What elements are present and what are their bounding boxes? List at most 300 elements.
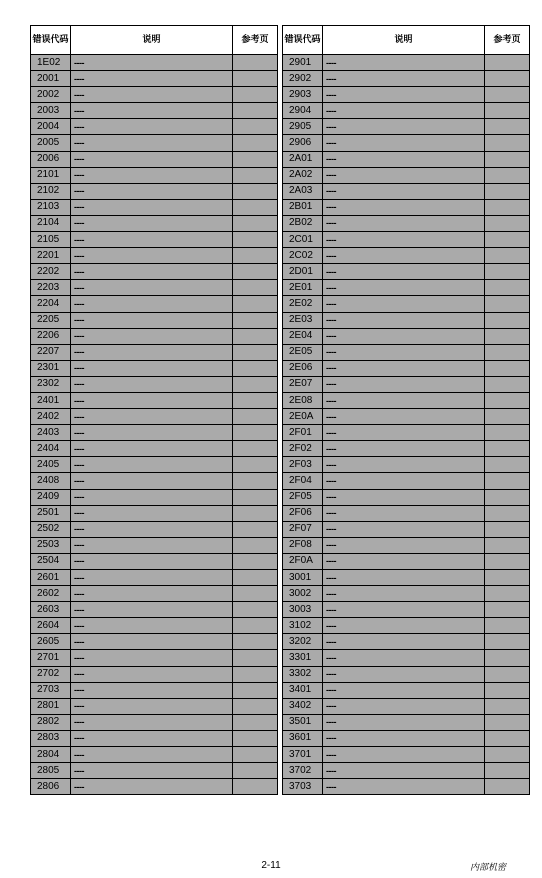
error-code-cell: 2102 (31, 183, 71, 199)
reference-page-cell (485, 505, 530, 521)
table-row (283, 151, 530, 167)
description-cell: ---- (71, 730, 233, 746)
table-row (31, 119, 278, 135)
reference-page-cell (233, 328, 278, 344)
error-code-cell: 2405 (31, 457, 71, 473)
description-cell: ---- (71, 119, 233, 135)
table-row (283, 698, 530, 714)
table-row (31, 618, 278, 634)
reference-page-cell (233, 682, 278, 698)
description-cell: ---- (71, 199, 233, 215)
table-row (283, 666, 530, 682)
reference-page-cell (233, 248, 278, 264)
description-cell: ---- (323, 248, 485, 264)
error-code-cell: 3402 (283, 698, 323, 714)
reference-page-cell (485, 618, 530, 634)
error-code-cell: 3401 (283, 682, 323, 698)
reference-page-cell (485, 87, 530, 103)
table-row (283, 344, 530, 360)
table-row (31, 457, 278, 473)
description-cell: ---- (323, 473, 485, 489)
reference-page-cell (485, 779, 530, 795)
table-row (31, 248, 278, 264)
error-code-cell: 2E0A (283, 409, 323, 425)
table-row (283, 71, 530, 87)
reference-page-cell (233, 167, 278, 183)
description-cell: ---- (323, 376, 485, 392)
error-code-cell: 2104 (31, 215, 71, 231)
error-code-cell: 2F01 (283, 425, 323, 441)
table-row (283, 602, 530, 618)
reference-page-cell (485, 457, 530, 473)
reference-page-cell (485, 199, 530, 215)
description-cell: ---- (323, 135, 485, 151)
error-code-cell: 2906 (283, 135, 323, 151)
reference-page-cell (485, 489, 530, 505)
description-cell: ---- (71, 473, 233, 489)
table-row (31, 714, 278, 730)
table-row (283, 505, 530, 521)
description-cell: ---- (323, 167, 485, 183)
error-code-cell: 3301 (283, 650, 323, 666)
error-code-cell: 2C02 (283, 248, 323, 264)
description-cell: ---- (323, 553, 485, 569)
description-cell: ---- (71, 183, 233, 199)
description-cell: ---- (323, 570, 485, 586)
table-row (283, 714, 530, 730)
error-code-cell: 3102 (283, 618, 323, 634)
description-cell: ---- (323, 280, 485, 296)
reference-page-cell (485, 248, 530, 264)
table-row (31, 586, 278, 602)
table-row (283, 441, 530, 457)
error-code-cell: 2604 (31, 618, 71, 634)
description-cell: ---- (323, 602, 485, 618)
error-code-cell: 2701 (31, 650, 71, 666)
reference-page-cell (485, 634, 530, 650)
description-cell: ---- (71, 441, 233, 457)
description-cell: ---- (71, 376, 233, 392)
description-cell: ---- (323, 698, 485, 714)
description-cell: ---- (323, 586, 485, 602)
table-row (283, 618, 530, 634)
reference-page-cell (233, 457, 278, 473)
reference-page-cell (233, 473, 278, 489)
table-row (31, 360, 278, 376)
description-cell: ---- (323, 634, 485, 650)
error-code-cell: 2802 (31, 714, 71, 730)
table-row (283, 183, 530, 199)
header-description: 说明 (323, 26, 485, 55)
table-row (31, 312, 278, 328)
description-cell: ---- (71, 602, 233, 618)
error-code-cell: 2005 (31, 135, 71, 151)
description-cell: ---- (71, 167, 233, 183)
description-cell: ---- (323, 264, 485, 280)
reference-page-cell (233, 666, 278, 682)
error-code-table-right (282, 25, 530, 795)
reference-page-cell (233, 650, 278, 666)
reference-page-cell (233, 489, 278, 505)
table-row (31, 473, 278, 489)
description-cell: ---- (323, 183, 485, 199)
error-code-cell: 2D01 (283, 264, 323, 280)
reference-page-cell (233, 199, 278, 215)
error-code-cell: 2502 (31, 521, 71, 537)
table-row (283, 730, 530, 746)
description-cell: ---- (323, 714, 485, 730)
table-row (31, 344, 278, 360)
description-cell: ---- (71, 312, 233, 328)
error-code-cell: 2605 (31, 634, 71, 650)
description-cell: ---- (71, 489, 233, 505)
error-code-cell: 2C01 (283, 232, 323, 248)
table-row (31, 199, 278, 215)
error-code-cell: 2902 (283, 71, 323, 87)
table-row (31, 425, 278, 441)
description-cell: ---- (71, 103, 233, 119)
description-cell: ---- (323, 618, 485, 634)
table-row (283, 682, 530, 698)
reference-page-cell (485, 730, 530, 746)
reference-page-cell (233, 215, 278, 231)
table-row (283, 167, 530, 183)
reference-page-cell (233, 505, 278, 521)
table-row (283, 248, 530, 264)
error-code-cell: 2F04 (283, 473, 323, 489)
table-row (31, 55, 278, 71)
description-cell: ---- (71, 71, 233, 87)
reference-page-cell (233, 392, 278, 408)
reference-page-cell (485, 71, 530, 87)
reference-page-cell (485, 747, 530, 763)
error-code-cell: 2804 (31, 747, 71, 763)
error-code-cell: 2703 (31, 682, 71, 698)
reference-page-cell (485, 666, 530, 682)
error-code-cell: 2202 (31, 264, 71, 280)
reference-page-cell (233, 103, 278, 119)
description-cell: ---- (323, 747, 485, 763)
description-cell: ---- (323, 55, 485, 71)
reference-page-cell (233, 763, 278, 779)
error-code-cell: 2002 (31, 87, 71, 103)
reference-page-cell (485, 183, 530, 199)
table-row (283, 135, 530, 151)
table-row (283, 215, 530, 231)
error-code-cell: 2903 (283, 87, 323, 103)
reference-page-cell (233, 730, 278, 746)
error-code-cell: 3501 (283, 714, 323, 730)
error-code-cell: 2101 (31, 167, 71, 183)
table-row (31, 650, 278, 666)
table-row (31, 232, 278, 248)
reference-page-cell (485, 473, 530, 489)
table-row (31, 87, 278, 103)
description-cell: ---- (71, 570, 233, 586)
description-cell: ---- (323, 328, 485, 344)
reference-page-cell (485, 103, 530, 119)
description-cell: ---- (323, 505, 485, 521)
description-cell: ---- (71, 151, 233, 167)
table-row (31, 682, 278, 698)
table-row (283, 376, 530, 392)
table-row (31, 666, 278, 682)
table-row (283, 199, 530, 215)
error-code-cell: 2E04 (283, 328, 323, 344)
reference-page-cell (233, 296, 278, 312)
description-cell: ---- (71, 763, 233, 779)
reference-page-cell (233, 441, 278, 457)
table-row (31, 215, 278, 231)
error-code-cell: 2006 (31, 151, 71, 167)
table-row (31, 441, 278, 457)
error-code-cell: 2F07 (283, 521, 323, 537)
reference-page-cell (485, 167, 530, 183)
table-row (283, 570, 530, 586)
description-cell: ---- (323, 409, 485, 425)
description-cell: ---- (323, 215, 485, 231)
error-code-cell: 3601 (283, 730, 323, 746)
error-code-cell: 3703 (283, 779, 323, 795)
reference-page-cell (485, 602, 530, 618)
error-code-cell: 2204 (31, 296, 71, 312)
description-cell: ---- (71, 55, 233, 71)
description-cell: ---- (71, 618, 233, 634)
error-code-cell: 2E02 (283, 296, 323, 312)
reference-page-cell (485, 650, 530, 666)
table-row (31, 71, 278, 87)
error-code-cell: 2504 (31, 553, 71, 569)
table-row (283, 763, 530, 779)
description-cell: ---- (71, 360, 233, 376)
table-row (283, 87, 530, 103)
reference-page-cell (485, 376, 530, 392)
reference-page-cell (485, 763, 530, 779)
error-code-cell: 2E05 (283, 344, 323, 360)
error-code-cell: 2206 (31, 328, 71, 344)
error-code-cell: 2404 (31, 441, 71, 457)
table-row (31, 103, 278, 119)
table-row (31, 376, 278, 392)
header-reference-page: 参考页 (233, 26, 278, 55)
error-code-cell: 2401 (31, 392, 71, 408)
description-cell: ---- (71, 409, 233, 425)
table-row (283, 586, 530, 602)
error-code-cell: 2F0A (283, 553, 323, 569)
description-cell: ---- (71, 505, 233, 521)
reference-page-cell (233, 618, 278, 634)
table-row (283, 280, 530, 296)
description-cell: ---- (71, 328, 233, 344)
table-row (283, 457, 530, 473)
reference-page-cell (233, 376, 278, 392)
error-code-cell: 2503 (31, 537, 71, 553)
reference-page-cell (485, 344, 530, 360)
reference-page-cell (233, 119, 278, 135)
error-code-cell: 2E01 (283, 280, 323, 296)
confidential-label: 内部机密 (470, 863, 507, 873)
error-code-cell: 2901 (283, 55, 323, 71)
description-cell: ---- (323, 730, 485, 746)
reference-page-cell (233, 344, 278, 360)
reference-page-cell (233, 360, 278, 376)
error-code-cell: 2801 (31, 698, 71, 714)
description-cell: ---- (323, 232, 485, 248)
description-cell: ---- (71, 634, 233, 650)
error-code-cell: 2408 (31, 473, 71, 489)
description-cell: ---- (71, 537, 233, 553)
page-number: 2-11 (261, 860, 281, 871)
reference-page-cell (233, 87, 278, 103)
description-cell: ---- (71, 586, 233, 602)
table-row (31, 328, 278, 344)
table-row (283, 489, 530, 505)
error-code-cell: 2103 (31, 199, 71, 215)
description-cell: ---- (323, 312, 485, 328)
error-code-cell: 3302 (283, 666, 323, 682)
description-cell: ---- (323, 103, 485, 119)
description-cell: ---- (323, 779, 485, 795)
error-code-cell: 2A01 (283, 151, 323, 167)
description-cell: ---- (323, 392, 485, 408)
description-cell: ---- (71, 747, 233, 763)
reference-page-cell (233, 425, 278, 441)
reference-page-cell (233, 183, 278, 199)
reference-page-cell (485, 55, 530, 71)
reference-page-cell (485, 312, 530, 328)
error-code-cell: 2004 (31, 119, 71, 135)
table-row (283, 264, 530, 280)
reference-page-cell (233, 586, 278, 602)
error-code-cell: 2301 (31, 360, 71, 376)
table-row (283, 232, 530, 248)
description-cell: ---- (71, 232, 233, 248)
table-row (283, 553, 530, 569)
reference-page-cell (233, 280, 278, 296)
error-code-cell: 2409 (31, 489, 71, 505)
reference-page-cell (233, 232, 278, 248)
error-code-cell: 2805 (31, 763, 71, 779)
table-row (31, 151, 278, 167)
description-cell: ---- (323, 521, 485, 537)
reference-page-cell (233, 602, 278, 618)
reference-page-cell (485, 570, 530, 586)
table-row (31, 521, 278, 537)
description-cell: ---- (71, 296, 233, 312)
description-cell: ---- (71, 650, 233, 666)
table-row (31, 602, 278, 618)
error-code-cell: 2403 (31, 425, 71, 441)
error-code-table-left (30, 25, 278, 795)
reference-page-cell (233, 714, 278, 730)
error-code-cell: 2F08 (283, 537, 323, 553)
table-row (31, 135, 278, 151)
table-row (283, 537, 530, 553)
error-code-cell: 3202 (283, 634, 323, 650)
description-cell: ---- (71, 344, 233, 360)
error-code-cell: 2806 (31, 779, 71, 795)
header-description: 说明 (71, 26, 233, 55)
reference-page-cell (233, 747, 278, 763)
error-code-cell: 3003 (283, 602, 323, 618)
description-cell: ---- (71, 682, 233, 698)
table-row (283, 392, 530, 408)
reference-page-cell (485, 232, 530, 248)
description-cell: ---- (323, 151, 485, 167)
reference-page-cell (485, 441, 530, 457)
table-row (283, 312, 530, 328)
table-row (31, 489, 278, 505)
description-cell: ---- (71, 425, 233, 441)
reference-page-cell (485, 698, 530, 714)
reference-page-cell (485, 714, 530, 730)
error-code-cell: 2E06 (283, 360, 323, 376)
reference-page-cell (233, 537, 278, 553)
table-row (31, 570, 278, 586)
reference-page-cell (485, 119, 530, 135)
table-row (283, 409, 530, 425)
table-row (31, 296, 278, 312)
reference-page-cell (233, 151, 278, 167)
table-row (31, 409, 278, 425)
table-row (31, 747, 278, 763)
reference-page-cell (485, 682, 530, 698)
table-row (31, 505, 278, 521)
error-code-cell: 2904 (283, 103, 323, 119)
description-cell: ---- (323, 71, 485, 87)
description-cell: ---- (323, 360, 485, 376)
table-row (31, 698, 278, 714)
error-code-cell: 2402 (31, 409, 71, 425)
reference-page-cell (485, 586, 530, 602)
reference-page-cell (485, 280, 530, 296)
reference-page-cell (485, 215, 530, 231)
reference-page-cell (485, 264, 530, 280)
table-row (283, 103, 530, 119)
reference-page-cell (233, 698, 278, 714)
reference-page-cell (233, 634, 278, 650)
description-cell: ---- (71, 215, 233, 231)
description-cell: ---- (71, 779, 233, 795)
error-code-cell: 3002 (283, 586, 323, 602)
reference-page-cell (233, 553, 278, 569)
table-row (283, 328, 530, 344)
error-code-cell: 2F06 (283, 505, 323, 521)
table-row (31, 730, 278, 746)
error-code-cell: 2702 (31, 666, 71, 682)
description-cell: ---- (71, 553, 233, 569)
description-cell: ---- (323, 457, 485, 473)
description-cell: ---- (71, 521, 233, 537)
error-code-cell: 3001 (283, 570, 323, 586)
description-cell: ---- (323, 119, 485, 135)
reference-page-cell (233, 312, 278, 328)
reference-page-cell (233, 409, 278, 425)
error-code-cell: 2302 (31, 376, 71, 392)
reference-page-cell (485, 392, 530, 408)
table-row (283, 119, 530, 135)
table-row (283, 747, 530, 763)
header-reference-page: 参考页 (485, 26, 530, 55)
error-code-cell: 2B01 (283, 199, 323, 215)
table-row (31, 779, 278, 795)
reference-page-cell (485, 537, 530, 553)
error-code-cell: 2601 (31, 570, 71, 586)
reference-page-cell (485, 135, 530, 151)
table-row (283, 425, 530, 441)
description-cell: ---- (71, 666, 233, 682)
table-row (31, 392, 278, 408)
